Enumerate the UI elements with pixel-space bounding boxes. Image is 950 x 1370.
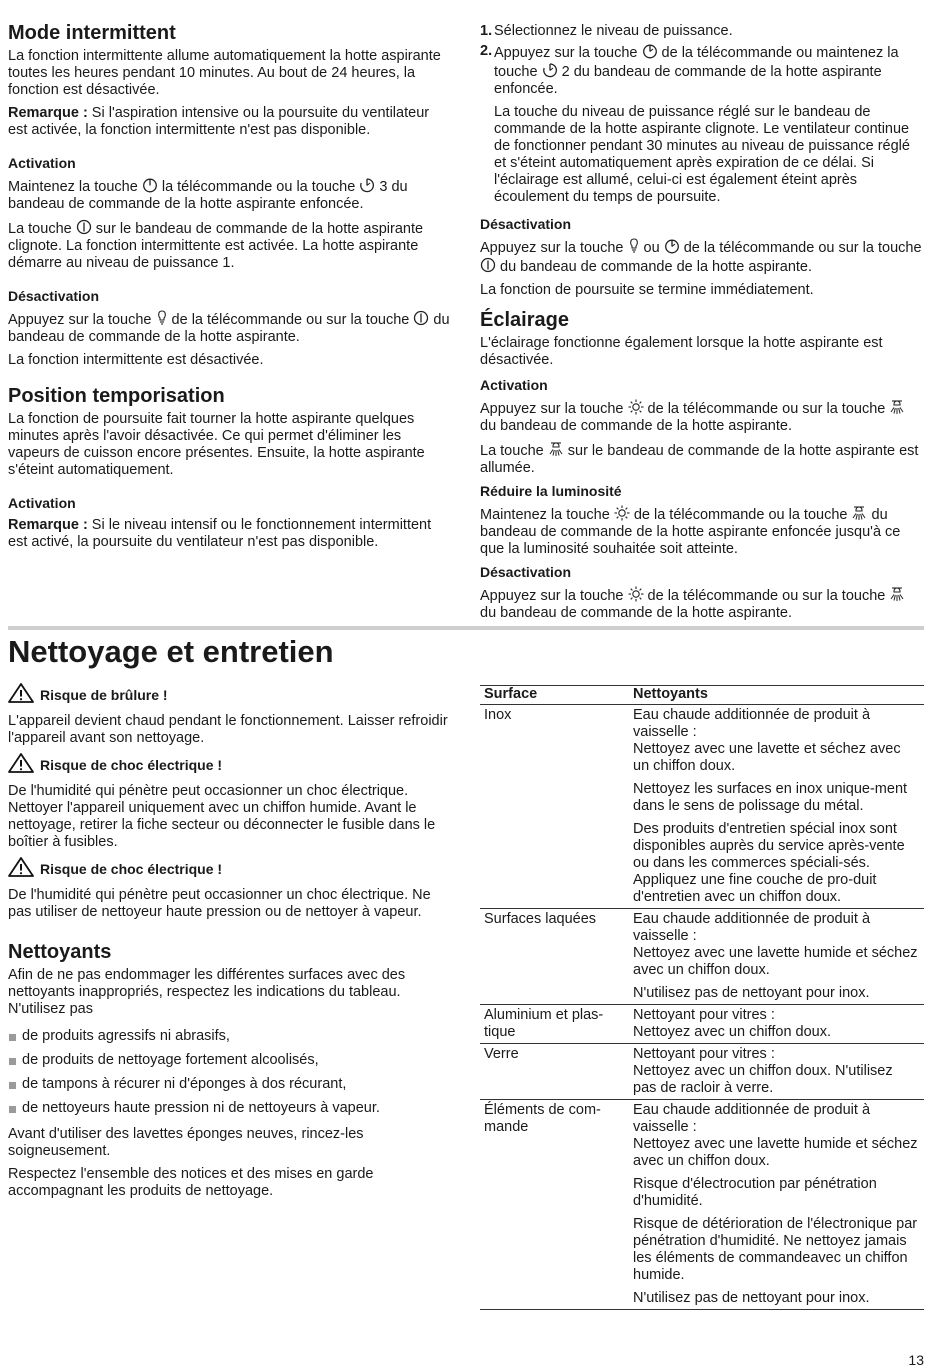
list-item: de produits de nettoyage fortement alcoolisés,	[8, 1052, 450, 1069]
cleaning-left-column	[8, 683, 450, 1206]
cell-paragraph: Nettoyant pour vitres : Nettoyez avec un chiffon doux.	[633, 1007, 832, 1040]
table-body	[480, 705, 924, 1310]
remark-label: Remarque :	[8, 105, 88, 121]
run-on-timer-icon	[542, 62, 558, 78]
column-header-nettoyants: Nettoyants	[629, 686, 924, 705]
remark	[8, 105, 450, 139]
paragraph: Afin de ne pas endommager les différentes surfaces avec des nettoyants inappropriés, respectez les indications du tableau. N'utilisez pas	[8, 967, 406, 1017]
text: La touche	[480, 443, 548, 459]
intermittent-icon	[480, 257, 496, 273]
fan-off-icon	[156, 310, 168, 326]
warning-text: De l'humidité qui pénètre peut occasionner un choc électrique. Nettoyer l'appareil uniquement avec un chiffon humide. Avant le nettoyage, retirer la fiche secteur ou déconnecter le fusible dans le boîtier à fusibles.	[8, 783, 436, 850]
text: sur le bandeau de commande de la hotte aspirante clignote. La fonction intermittente est activée. La hotte aspirante démarre au niveau de puissance 1.	[8, 221, 424, 271]
paragraph: Avant d'utiliser des lavettes éponges neuves, rincez-les soigneusement.	[8, 1126, 364, 1159]
subheading-deactivation: Désactivation	[480, 216, 572, 232]
table-cell-surface: Éléments de com-mande	[480, 1100, 629, 1310]
lamp-icon	[851, 505, 867, 521]
warning-triangle-icon	[8, 753, 34, 777]
cleaning-table	[480, 685, 924, 1310]
text: de la télécommande ou sur la touche	[679, 240, 922, 256]
text: de la télécommande ou la touche	[629, 507, 852, 523]
table-row	[480, 1100, 924, 1310]
text: Appuyez sur la touche	[480, 401, 628, 417]
paragraph	[8, 219, 450, 272]
lamp-icon	[889, 586, 905, 602]
timer-icon	[642, 43, 658, 59]
paragraph	[480, 586, 924, 622]
text: du bandeau de commande de la hotte aspirante enfoncée jusqu'à ce que la luminosité souhaitée soit atteinte.	[480, 507, 901, 557]
step-number: 1.	[480, 23, 493, 39]
paragraph	[480, 441, 924, 477]
cell-paragraph: N'utilisez pas de nettoyant pour inox.	[633, 985, 870, 1001]
subheading-activation: Activation	[480, 377, 548, 393]
warning-title: Risque de choc électrique !	[40, 756, 223, 773]
text: de la télécommande ou sur la touche	[643, 401, 890, 417]
section-title-position-temporisation: Position temporisation	[8, 385, 225, 407]
paragraph: La fonction intermittente allume automatiquement la hotte aspirante toutes les heures pendant 10 minutes. Au bout de 24 heures, la fonction est désactivée.	[8, 48, 441, 98]
warning-title: Risque de choc électrique !	[40, 860, 223, 877]
table-row	[480, 705, 924, 909]
section-title-nettoyants: Nettoyants	[8, 941, 112, 963]
warning-text: L'appareil devient chaud pendant le fonctionnement. Laisser refroidir l'appareil avant son nettoyage.	[8, 713, 448, 746]
table-cell-nettoyants	[629, 1044, 924, 1100]
column-header-surface: Surface	[480, 686, 629, 705]
warning-shock	[8, 753, 450, 777]
text: du bandeau de commande de la hotte aspirante.	[8, 312, 450, 345]
cell-paragraph: Eau chaude additionnée de produit à vaisselle : Nettoyez avec une lavette humide et séchez avec un chiffon doux.	[633, 911, 918, 978]
text: du bandeau de commande de la hotte aspirante.	[496, 259, 813, 275]
paragraph: La fonction de poursuite se termine immédiatement.	[480, 282, 814, 298]
text: de la télécommande ou sur la touche	[167, 312, 414, 328]
paragraph: Respectez l'ensemble des notices et des mises en garde accompagnant les produits de nettoyage.	[8, 1166, 374, 1199]
intermittent-icon	[413, 310, 429, 326]
text: du bandeau de commande de la hotte aspirante.	[480, 418, 792, 434]
text: Maintenez la touche	[480, 507, 614, 523]
cell-paragraph: Des produits d'entretien spécial inox sont disponibles auprès du service après-vente ou dans les commerces spéciali-sés. Appliquez une fine couche de pro-duit d'entretien avec un chiffon doux.	[633, 821, 905, 905]
table-row	[480, 1044, 924, 1100]
cell-paragraph: Nettoyant pour vitres : Nettoyez avec un chiffon doux. N'utilisez pas de racloir à verre.	[633, 1046, 893, 1096]
text: la télécommande ou la touche	[157, 179, 360, 195]
interval-timer-icon	[359, 177, 375, 193]
paragraph	[8, 177, 450, 213]
table-cell-surface: Surfaces laquées	[480, 909, 629, 1005]
section-title-eclairage: Éclairage	[480, 309, 569, 331]
remark-label: Remarque :	[8, 517, 88, 533]
remark-text: Si le niveau intensif ou le fonctionnement intermittent est activé, la poursuite du ventilateur n'est pas disponible.	[8, 517, 432, 550]
table-row	[480, 1005, 924, 1044]
warning-text: De l'humidité qui pénètre peut occasionner un choc électrique. Ne pas utiliser de nettoyeur haute pression ou de nettoyer à vapeur.	[8, 887, 431, 920]
paragraph: L'éclairage fonctionne également lorsque la hotte aspirante est désactivée.	[480, 335, 883, 368]
table-cell-surface: Inox	[480, 705, 629, 909]
text: ou	[639, 240, 664, 256]
sun-light-icon	[614, 505, 630, 521]
lamp-icon	[548, 441, 564, 457]
section-divider	[8, 626, 924, 630]
paragraph: La fonction intermittente est désactivée.	[8, 352, 264, 368]
bullet-list	[8, 1028, 450, 1117]
step-2	[480, 43, 924, 98]
paragraph	[480, 505, 924, 558]
cell-paragraph: Risque d'électrocution par pénétration d'humidité.	[633, 1176, 877, 1209]
paragraph	[480, 238, 924, 276]
table-cell-surface: Verre	[480, 1044, 629, 1100]
text: Maintenez la touche	[8, 179, 142, 195]
remark-text: Si l'aspiration intensive ou la poursuite du ventilateur est activée, la fonction intermittente n'est pas disponible.	[8, 105, 430, 138]
table-cell-nettoyants	[629, 1100, 924, 1310]
text: de la télécommande ou sur la touche	[643, 588, 890, 604]
subheading-deactivation: Désactivation	[480, 564, 572, 580]
text: Appuyez sur la touche	[480, 588, 628, 604]
cell-paragraph: N'utilisez pas de nettoyant pour inox.	[633, 1290, 870, 1306]
text: La touche	[8, 221, 76, 237]
cell-paragraph: Nettoyez les surfaces en inox unique-ment dans le sens de polissage du métal.	[633, 781, 908, 814]
paragraph: La fonction de poursuite fait tourner la hotte aspirante quelques minutes après l'avoir désactivée. Ce qui permet d'éliminer les vapeurs de cuisson encore présentes. Ensuite, la hotte aspirante s'éteint automatiquement.	[8, 411, 425, 478]
list-item: de tampons à récurer ni d'éponges à dos récurant,	[8, 1076, 450, 1093]
warning-title: Risque de brûlure !	[40, 686, 168, 703]
chapter-title: Nettoyage et entretien	[8, 634, 334, 669]
sun-light-icon	[628, 586, 644, 602]
subheading-deactivation: Désactivation	[8, 288, 100, 304]
text: 2 du bandeau de commande de la hotte aspirante enfoncée.	[494, 64, 882, 97]
warning-shock	[8, 857, 450, 881]
remark	[8, 517, 450, 551]
warning-burn	[8, 683, 450, 707]
table-cell-nettoyants	[629, 909, 924, 1005]
lamp-icon	[889, 399, 905, 415]
section-title-mode-intermittent: Mode intermittent	[8, 22, 176, 44]
subheading-dim: Réduire la luminosité	[480, 483, 622, 499]
warning-triangle-icon	[8, 857, 34, 881]
intermittent-icon	[76, 219, 92, 235]
fan-off-icon	[628, 238, 640, 254]
cell-paragraph: Eau chaude additionnée de produit à vaisselle : Nettoyez avec une lavette humide et séchez avec un chiffon doux.	[633, 1102, 918, 1169]
subheading-activation: Activation	[8, 155, 76, 171]
cell-paragraph: Eau chaude additionnée de produit à vaisselle : Nettoyez avec une lavette et séchez avec un chiffon doux.	[633, 707, 901, 774]
sun-light-icon	[628, 399, 644, 415]
text: de la télécommande ou maintenez la touche	[494, 45, 899, 80]
warning-triangle-icon	[8, 683, 34, 707]
table-row	[480, 909, 924, 1005]
steps-list	[480, 23, 924, 98]
text: Appuyez sur la touche	[8, 312, 156, 328]
text: sur le bandeau de commande de la hotte aspirante est allumée.	[480, 443, 919, 476]
timer-icon	[142, 177, 158, 193]
subheading-activation: Activation	[8, 495, 76, 511]
table-cell-surface: Aluminium et plas-tique	[480, 1005, 629, 1044]
left-column	[8, 22, 450, 557]
table-cell-nettoyants	[629, 705, 924, 909]
text: du bandeau de commande de la hotte aspirante.	[480, 605, 792, 621]
paragraph	[480, 399, 924, 435]
text: Appuyez sur la touche	[494, 45, 642, 61]
page-number: 13	[908, 1352, 924, 1368]
paragraph	[8, 310, 450, 346]
table-header-row	[480, 686, 924, 705]
step-1	[480, 23, 924, 40]
right-column	[480, 23, 924, 628]
text: 3 du bandeau de commande de la hotte aspirante enfoncée.	[8, 179, 408, 212]
step-note: La touche du niveau de puissance réglé sur le bandeau de commande de la hotte aspirante clignote. Le ventilateur continue de fonctionner pendant 30 minutes au niveau de puissance réglé et s'éteint automatiquement après expiration de ce délai. Si l'éclairage est allumé, celui-ci est également éteint après écoulement du temps de poursuite.	[494, 104, 910, 205]
text: Appuyez sur la touche	[480, 240, 628, 256]
table-cell-nettoyants	[629, 1005, 924, 1044]
step-text: Sélectionnez le niveau de puissance.	[494, 23, 733, 39]
list-item: de produits agressifs ni abrasifs,	[8, 1028, 450, 1045]
step-number: 2.	[480, 43, 493, 59]
cell-paragraph: Risque de détérioration de l'électronique par pénétration d'humidité. Ne nettoyez jamais les éléments de commandeavec un chiffon humide.	[633, 1216, 918, 1283]
timer-icon	[664, 238, 680, 254]
list-item: de nettoyeurs haute pression ni de nettoyeurs à vapeur.	[8, 1100, 450, 1117]
